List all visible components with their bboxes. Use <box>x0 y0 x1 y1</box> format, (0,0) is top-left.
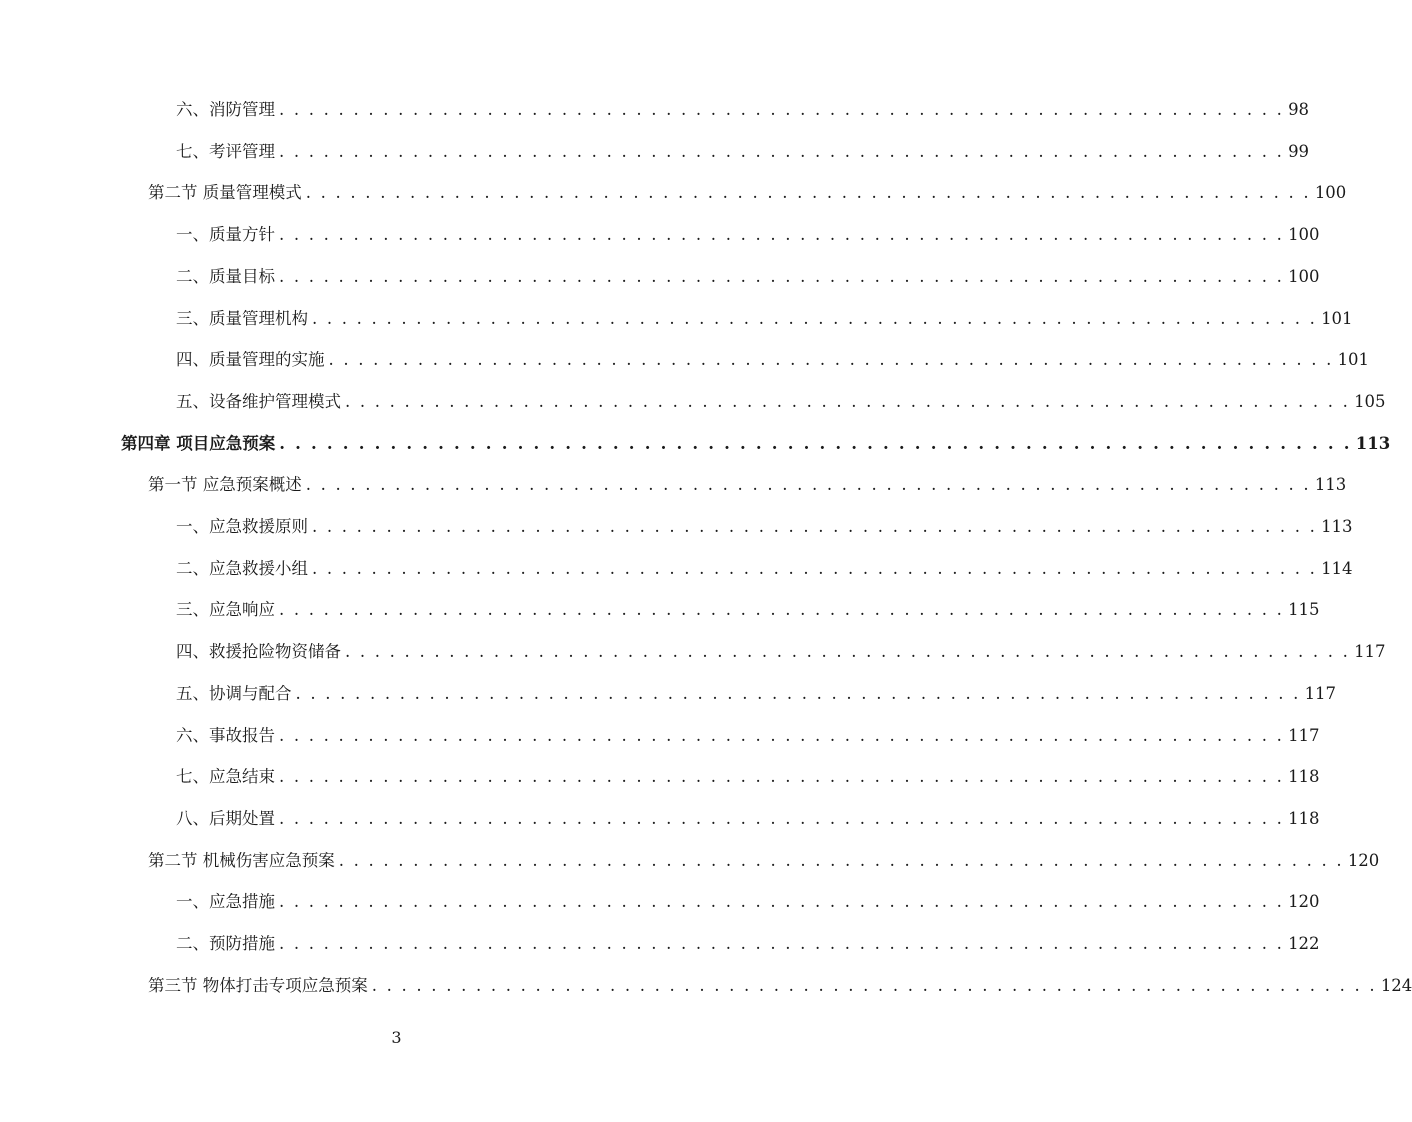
toc-entry-chapter[interactable] <box>121 430 1391 458</box>
toc-entry-item[interactable] <box>176 221 1320 249</box>
toc-entry-title: 二、应急救援小组 <box>176 558 308 578</box>
toc-dot-leader: . . . . . . . . . . . . . . . . . . . . . . . . . . . . . . . . . . . . . . . . . . . . . . . . . . . . . . . . . . . . . . . . . . . . <box>279 767 1285 787</box>
toc-entry-title: 六、事故报告 <box>176 725 275 745</box>
toc-entry-item[interactable] <box>176 138 1310 166</box>
toc-entry-page-number: 105 <box>1354 391 1386 411</box>
toc-entry-item[interactable] <box>176 638 1386 666</box>
toc-entry-page-number: 100 <box>1288 225 1320 245</box>
toc-entry-title: 第一节 应急预案概述 <box>148 475 302 495</box>
toc-dot-leader: . . . . . . . . . . . . . . . . . . . . . . . . . . . . . . . . . . . . . . . . . . . . . . . . . . . . . . . . . . . . . . . . . . . . <box>295 683 1301 703</box>
toc-entry-page-number: 124 <box>1380 975 1412 995</box>
toc-entry-item[interactable] <box>176 680 1337 708</box>
toc-entry-page-number: 117 <box>1304 683 1337 703</box>
toc-entry-item[interactable] <box>176 805 1320 833</box>
toc-entry-page-number: 101 <box>1337 350 1370 370</box>
toc-dot-leader: . . . . . . . . . . . . . . . . . . . . . . . . . . . . . . . . . . . . . . . . . . . . . . . . . . . . . . . . . . . . . . . . . . . . <box>345 642 1351 662</box>
toc-entry-title: 二、预防措施 <box>176 934 275 953</box>
toc-entry-item[interactable] <box>176 722 1320 750</box>
toc-dot-leader: . . . . . . . . . . . . . . . . . . . . . . . . . . . . . . . . . . . . . . . . . . . . . . . . . . . . . . . . . . . . . . . . . . . . <box>279 433 1352 453</box>
toc-entry-section[interactable] <box>148 972 1412 1000</box>
toc-entry-page-number: 118 <box>1288 808 1320 828</box>
toc-entry-item[interactable] <box>176 888 1320 916</box>
toc-dot-leader: . . . . . . . . . . . . . . . . . . . . . . . . . . . . . . . . . . . . . . . . . . . . . . . . . . . . . . . . . . . . . . . . . . . . <box>305 475 1311 495</box>
toc-dot-leader: . . . . . . . . . . . . . . . . . . . . . . . . . . . . . . . . . . . . . . . . . . . . . . . . . . . . . . . . . . . . . . . . . . . . <box>279 892 1285 912</box>
toc-dot-leader: . . . . . . . . . . . . . . . . . . . . . . . . . . . . . . . . . . . . . . . . . . . . . . . . . . . . . . . . . . . . . . . . . . . . <box>312 517 1318 536</box>
toc-dot-leader: . . . . . . . . . . . . . . . . . . . . . . . . . . . . . . . . . . . . . . . . . . . . . . . . . . . . . . . . . . . . . . . . . . . . <box>312 308 1318 328</box>
toc-entry-title: 第三节 物体打击专项应急预案 <box>148 975 368 995</box>
toc-dot-leader: . . . . . . . . . . . . . . . . . . . . . . . . . . . . . . . . . . . . . . . . . . . . . . . . . . . . . . . . . . . . . . . . . . . . <box>279 225 1285 245</box>
toc-entry-page-number: 100 <box>1314 183 1347 203</box>
toc-entry-page-number: 115 <box>1288 600 1320 620</box>
toc-entry-section[interactable] <box>148 179 1347 207</box>
toc-entry-title: 八、后期处置 <box>176 808 275 828</box>
toc-entry-title: 第二节 机械伤害应急预案 <box>148 850 335 870</box>
toc-entry-title: 三、质量管理机构 <box>176 308 308 328</box>
toc-entry-item[interactable] <box>176 513 1353 541</box>
toc-entry-page-number: 114 <box>1321 558 1353 578</box>
toc-entry-item[interactable] <box>176 96 1310 124</box>
toc-entry-title: 第四章 项目应急预案 <box>121 433 276 453</box>
toc-entry-item[interactable] <box>176 263 1320 291</box>
toc-entry-title: 第二节 质量管理模式 <box>148 183 302 203</box>
toc-entry-title: 五、设备维护管理模式 <box>176 391 341 411</box>
toc-dot-leader: . . . . . . . . . . . . . . . . . . . . . . . . . . . . . . . . . . . . . . . . . . . . . . . . . . . . . . . . . . . . . . . . . . . . <box>338 850 1344 870</box>
page-number: 3 <box>391 1028 402 1047</box>
toc-dot-leader: . . . . . . . . . . . . . . . . . . . . . . . . . . . . . . . . . . . . . . . . . . . . . . . . . . . . . . . . . . . . . . . . . . . . <box>312 558 1318 578</box>
toc-dot-leader: . . . . . . . . . . . . . . . . . . . . . . . . . . . . . . . . . . . . . . . . . . . . . . . . . . . . . . . . . . . . . . . . . . . . <box>279 100 1285 119</box>
toc-dot-leader: . . . . . . . . . . . . . . . . . . . . . . . . . . . . . . . . . . . . . . . . . . . . . . . . . . . . . . . . . . . . . . . . . . . . <box>305 183 1311 203</box>
toc-entry-page-number: 118 <box>1288 767 1320 787</box>
toc-entry-item[interactable] <box>176 388 1386 416</box>
toc-entry-item[interactable] <box>176 930 1320 958</box>
toc-entry-page-number: 117 <box>1354 642 1386 662</box>
toc-entry-section[interactable] <box>148 847 1380 875</box>
toc-entry-page-number: 101 <box>1321 308 1353 328</box>
toc-entry-page-number: 120 <box>1288 892 1320 912</box>
toc-entry-title: 六、消防管理 <box>176 100 275 119</box>
toc-dot-leader: . . . . . . . . . . . . . . . . . . . . . . . . . . . . . . . . . . . . . . . . . . . . . . . . . . . . . . . . . . . . . . . . . . . . <box>279 141 1285 161</box>
toc-entry-title: 一、应急救援原则 <box>176 517 308 536</box>
toc-dot-leader: . . . . . . . . . . . . . . . . . . . . . . . . . . . . . . . . . . . . . . . . . . . . . . . . . . . . . . . . . . . . . . . . . . . . <box>279 600 1285 620</box>
toc-entry-page-number: 99 <box>1288 141 1310 161</box>
toc-entry-item[interactable] <box>176 305 1353 333</box>
toc-entry-page-number: 117 <box>1288 725 1320 745</box>
toc-entry-title: 七、考评管理 <box>176 141 275 161</box>
toc-entry-page-number: 100 <box>1288 266 1320 286</box>
toc-entry-title: 一、质量方针 <box>176 225 275 245</box>
toc-entry-page-number: 113 <box>1314 475 1347 495</box>
toc-entry-title: 四、救援抢险物资储备 <box>176 642 341 662</box>
toc-entry-title: 二、质量目标 <box>176 266 275 286</box>
toc-dot-leader: . . . . . . . . . . . . . . . . . . . . . . . . . . . . . . . . . . . . . . . . . . . . . . . . . . . . . . . . . . . . . . . . . . . . <box>345 391 1351 411</box>
toc-entry-item[interactable] <box>176 346 1370 374</box>
toc-entry-title: 一、应急措施 <box>176 892 275 912</box>
toc-entry-title: 五、协调与配合 <box>176 683 292 703</box>
toc-entry-item[interactable] <box>176 596 1320 624</box>
toc-entry-page-number: 120 <box>1347 850 1380 870</box>
toc-entry-page-number: 113 <box>1355 433 1391 453</box>
toc-entry-title: 四、质量管理的实施 <box>176 350 325 370</box>
toc-dot-leader: . . . . . . . . . . . . . . . . . . . . . . . . . . . . . . . . . . . . . . . . . . . . . . . . . . . . . . . . . . . . . . . . . . . . <box>279 725 1285 745</box>
toc-entry-section[interactable] <box>148 471 1347 499</box>
toc-entry-item[interactable] <box>176 763 1320 791</box>
toc-entry-title: 七、应急结束 <box>176 767 275 787</box>
toc-entry-title: 三、应急响应 <box>176 600 275 620</box>
toc-dot-leader: . . . . . . . . . . . . . . . . . . . . . . . . . . . . . . . . . . . . . . . . . . . . . . . . . . . . . . . . . . . . . . . . . . . . <box>328 350 1334 370</box>
toc-entry-item[interactable] <box>176 555 1353 583</box>
toc-dot-leader: . . . . . . . . . . . . . . . . . . . . . . . . . . . . . . . . . . . . . . . . . . . . . . . . . . . . . . . . . . . . . . . . . . . . <box>279 266 1285 286</box>
toc-dot-leader: . . . . . . . . . . . . . . . . . . . . . . . . . . . . . . . . . . . . . . . . . . . . . . . . . . . . . . . . . . . . . . . . . . . . <box>279 934 1285 953</box>
toc-entry-page-number: 98 <box>1288 100 1310 119</box>
toc-dot-leader: . . . . . . . . . . . . . . . . . . . . . . . . . . . . . . . . . . . . . . . . . . . . . . . . . . . . . . . . . . . . . . . . . . . . <box>371 975 1377 995</box>
toc-entry-page-number: 113 <box>1321 517 1353 536</box>
toc-entry-page-number: 122 <box>1288 934 1320 953</box>
toc-dot-leader: . . . . . . . . . . . . . . . . . . . . . . . . . . . . . . . . . . . . . . . . . . . . . . . . . . . . . . . . . . . . . . . . . . . . <box>279 808 1285 828</box>
